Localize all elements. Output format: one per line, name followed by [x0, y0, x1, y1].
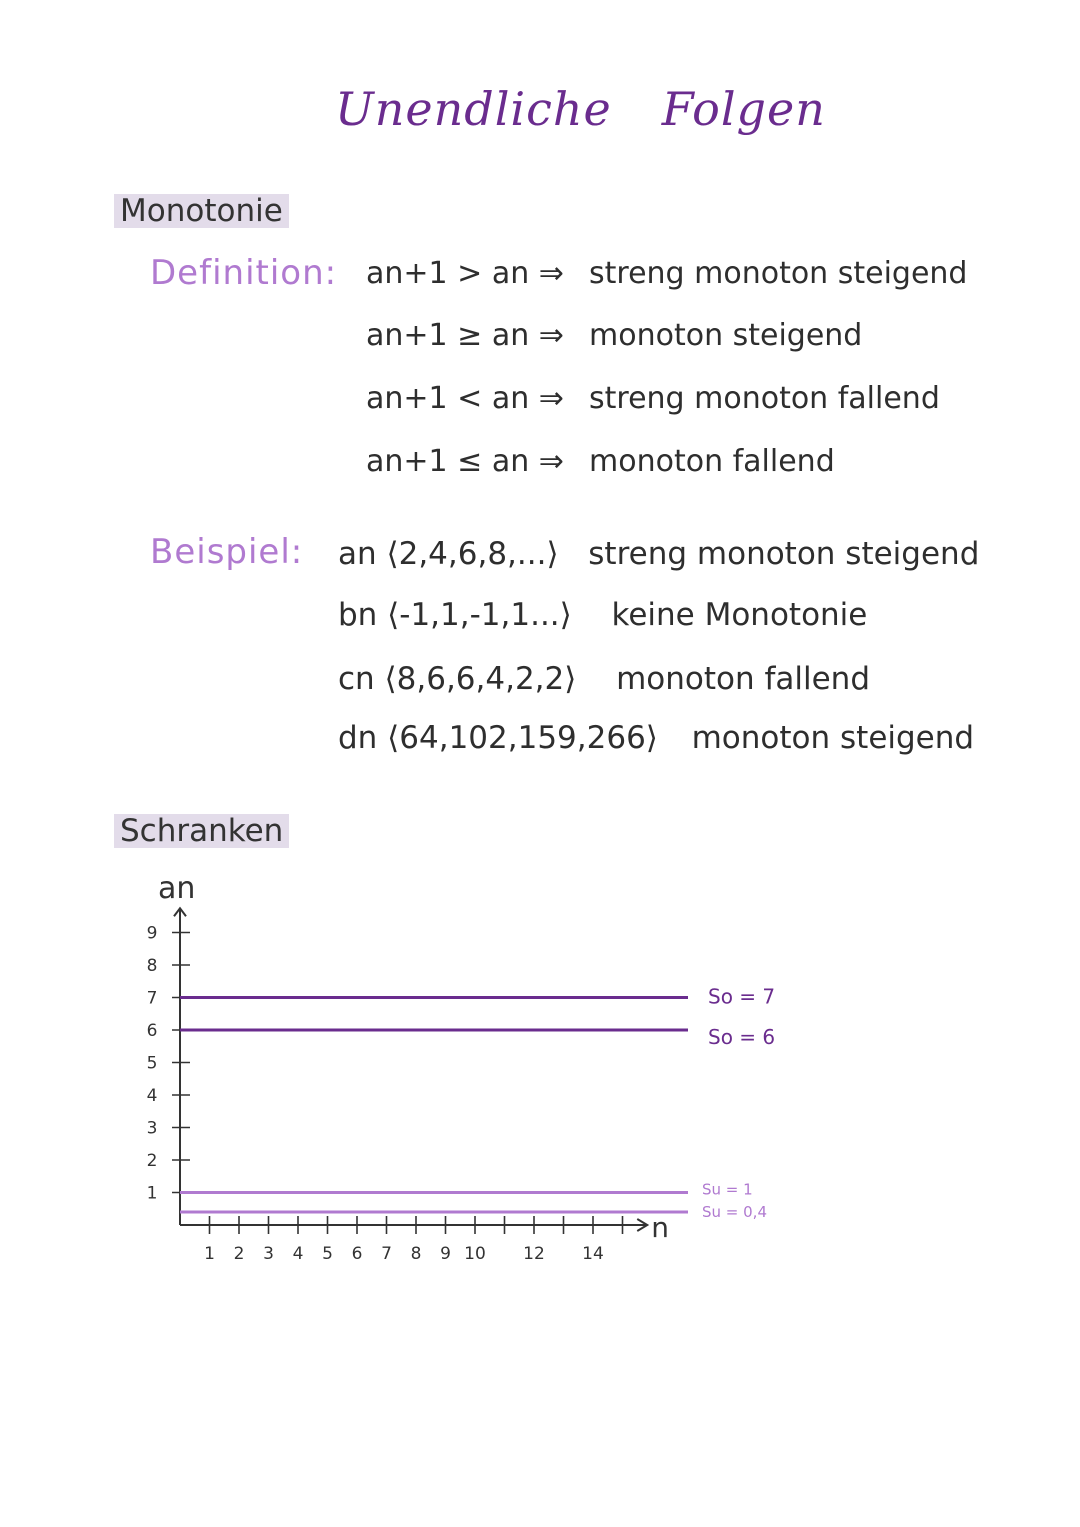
x-tick-label: 9	[440, 1244, 451, 1264]
definition-condition: an+1 < an ⇒	[366, 381, 564, 416]
definition-condition: an+1 ≤ an ⇒	[366, 444, 564, 479]
y-tick-label: 7	[146, 988, 158, 1009]
definition-label: Definition:	[150, 253, 338, 293]
x-tick-label: 4	[292, 1244, 304, 1264]
example-row	[338, 536, 979, 572]
example-row	[338, 720, 974, 756]
y-tick-label: 4	[146, 1086, 158, 1106]
bound-label: Su = 1	[702, 1180, 753, 1199]
y-axis-label: an	[158, 871, 196, 906]
definition-row	[366, 381, 940, 416]
bound-label: So = 6	[708, 1025, 776, 1049]
definition-row	[366, 444, 835, 479]
y-tick-label: 6	[146, 1021, 158, 1041]
example-label: Beispiel:	[150, 532, 304, 572]
example-result: streng monoton steigend	[588, 536, 980, 572]
y-tick-label: 8	[146, 956, 158, 976]
page-title	[335, 82, 826, 136]
title-part-1: Unendliche	[335, 82, 612, 136]
example-result: monoton fallend	[616, 661, 870, 697]
definition-result: streng monoton fallend	[589, 381, 940, 416]
definition-result: monoton fallend	[589, 444, 835, 479]
definition-row	[366, 318, 862, 353]
x-tick-label: 8	[410, 1244, 422, 1264]
example-result: monoton steigend	[691, 720, 975, 756]
title-part-2: Folgen	[661, 82, 826, 136]
example-row	[338, 597, 867, 633]
x-tick-label: 14	[582, 1244, 604, 1264]
x-tick-label: 7	[381, 1244, 392, 1264]
bound-label: Su = 0,4	[702, 1203, 767, 1221]
example-sequence: bn ⟨-1,1,-1,1...⟩	[338, 597, 572, 633]
example-sequence: dn ⟨64,102,159,266⟩	[338, 720, 658, 756]
example-result: keine Monotonie	[611, 597, 868, 633]
bounds-chart	[0, 860, 860, 1280]
x-tick-label: 2	[233, 1244, 245, 1264]
x-tick-label: 10	[464, 1244, 486, 1264]
definition-row	[366, 256, 967, 291]
schranken-heading: Schranken	[114, 814, 289, 848]
x-tick-label: 12	[523, 1244, 545, 1264]
definition-result: streng monoton steigend	[589, 256, 968, 291]
y-tick-label: 3	[146, 1118, 158, 1139]
x-tick-label: 6	[351, 1244, 363, 1264]
definition-condition: an+1 > an ⇒	[366, 256, 564, 291]
x-tick-label: 3	[263, 1244, 274, 1264]
example-sequence: an ⟨2,4,6,8,...⟩	[338, 536, 559, 572]
y-tick-label: 2	[146, 1151, 158, 1171]
y-tick-label: 9	[146, 923, 158, 944]
bound-label: So = 7	[708, 984, 776, 1009]
x-tick-label: 1	[204, 1244, 215, 1264]
example-sequence: cn ⟨8,6,6,4,2,2⟩	[338, 661, 577, 697]
x-axis-label: n	[651, 1211, 669, 1244]
monotonie-heading: Monotonie	[114, 194, 289, 228]
example-row	[338, 661, 870, 697]
y-tick-label: 1	[146, 1183, 158, 1204]
y-tick-label: 5	[146, 1053, 158, 1074]
definition-result: monoton steigend	[589, 318, 863, 353]
x-tick-label: 5	[322, 1244, 333, 1264]
definition-condition: an+1 ≥ an ⇒	[366, 318, 564, 353]
